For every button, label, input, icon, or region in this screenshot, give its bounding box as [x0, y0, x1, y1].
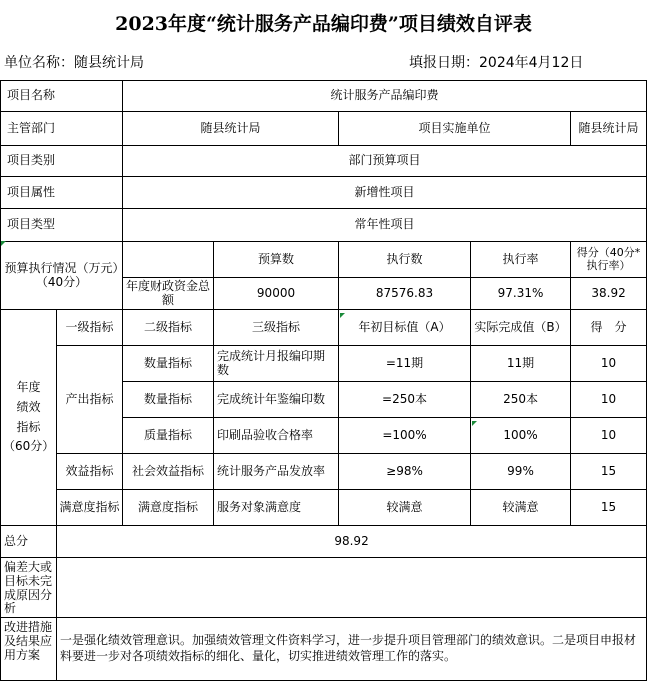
unit-name-label: 单位名称： — [4, 55, 74, 71]
score-col-header: 得分（40分*执行率） — [571, 242, 647, 278]
level3-cell: 完成统计月报编印期数 — [214, 346, 339, 382]
page-title: 2023年度“统计服务产品编印费”项目绩效自评表 — [115, 12, 532, 35]
section-line: 绩效 — [16, 399, 41, 414]
score-cell: 10 — [571, 382, 647, 418]
total-label: 总分 — [1, 526, 57, 558]
category-label: 项目类别 — [1, 146, 123, 177]
exec-col-header: 执行数 — [339, 242, 471, 278]
improvement-label: 改进措施及结果应用方案 — [1, 618, 57, 681]
level2-cell: 数量指标 — [123, 346, 214, 382]
improvement-value: 一是强化绩效管理意识。加强绩效管理文件资料学习，进一步提升项目管理部门的绩效意识。二是项目申报材料要进一步对各项绩效指标的细化、量化，切实推进绩效管理工作的落实。 — [57, 618, 647, 681]
exec-value: 87576.83 — [339, 278, 471, 310]
cell-note-marker — [340, 313, 345, 318]
level3-header: 三级指标 — [214, 310, 339, 346]
benefit-indicator-label: 效益指标 — [57, 454, 123, 490]
total-value: 98.92 — [57, 526, 647, 558]
project-name-value: 统计服务产品编印费 — [123, 81, 647, 112]
total-row — [1, 526, 647, 558]
actual-cell: 11期 — [471, 346, 571, 382]
satisfaction-indicator-label: 满意度指标 — [57, 490, 123, 526]
type-row — [1, 209, 647, 242]
target-cell: =250本 — [339, 382, 471, 418]
score-cell: 15 — [571, 454, 647, 490]
level3-cell: 统计服务产品发放率 — [214, 454, 339, 490]
indicator-section-label — [1, 310, 57, 526]
fill-date — [409, 52, 583, 72]
section-line: （60分） — [3, 439, 55, 454]
budget-col-header: 预算数 — [214, 242, 339, 278]
rate-value: 97.31% — [471, 278, 571, 310]
budget-blank-cell — [123, 242, 214, 278]
actual-header: 实际完成值（B） — [471, 310, 571, 346]
dept-label: 主管部门 — [1, 112, 123, 146]
budget-score-value: 38.92 — [571, 278, 647, 310]
type-value: 常年性项目 — [123, 209, 647, 242]
attribute-value: 新增性项目 — [123, 177, 647, 209]
level2-cell: 社会效益指标 — [123, 454, 214, 490]
attribute-row — [1, 177, 647, 209]
target-header: 年初目标值（A） — [339, 310, 471, 346]
table-row — [1, 490, 647, 526]
target-cell: ≥98% — [339, 454, 471, 490]
level2-header: 二级指标 — [123, 310, 214, 346]
evaluation-table — [0, 80, 647, 681]
section-line: 年度 — [16, 379, 41, 394]
level1-header: 一级指标 — [57, 310, 123, 346]
cell-note-marker — [1, 241, 6, 246]
target-cell: =100% — [339, 418, 471, 454]
dept-value: 随县统计局 — [123, 112, 339, 146]
actual-cell: 100% — [471, 418, 571, 454]
cell-note-marker — [472, 421, 477, 426]
impl-unit-label: 项目实施单位 — [339, 112, 571, 146]
score-cell: 10 — [571, 418, 647, 454]
level3-cell: 服务对象满意度 — [214, 490, 339, 526]
fill-date-value: 2024年4月12日 — [479, 55, 584, 71]
attribute-label: 项目属性 — [1, 177, 123, 209]
score-cell: 15 — [571, 490, 647, 526]
improvement-row — [1, 618, 647, 681]
actual-cell: 250本 — [471, 382, 571, 418]
category-row — [1, 146, 647, 177]
annual-fund-label: 年度财政资金总额 — [123, 278, 214, 310]
category-value: 部门预算项目 — [123, 146, 647, 177]
level3-cell: 完成统计年鉴编印数 — [214, 382, 339, 418]
target-cell: 较满意 — [339, 490, 471, 526]
budget-value: 90000 — [214, 278, 339, 310]
project-name-row — [1, 81, 647, 112]
impl-unit-value: 随县统计局 — [571, 112, 647, 146]
level3-cell: 印刷品验收合格率 — [214, 418, 339, 454]
fill-date-label: 填报日期： — [409, 55, 479, 71]
type-label: 项目类型 — [1, 209, 123, 242]
actual-cell: 较满意 — [471, 490, 571, 526]
deviation-value — [57, 558, 647, 618]
output-indicator-label: 产出指标 — [57, 346, 123, 454]
unit-name — [4, 52, 144, 72]
level2-cell: 数量指标 — [123, 382, 214, 418]
actual-cell: 99% — [471, 454, 571, 490]
budget-label: 预算执行情况（万元）（40分） — [1, 242, 123, 310]
deviation-label: 偏差大或目标未完成原因分析 — [1, 558, 57, 618]
dept-row — [1, 112, 647, 146]
deviation-row — [1, 558, 647, 618]
target-cell: =11期 — [339, 346, 471, 382]
score-header: 得 分 — [571, 310, 647, 346]
level2-cell: 质量指标 — [123, 418, 214, 454]
table-row — [1, 346, 647, 382]
section-line: 指标 — [16, 419, 41, 434]
unit-name-value: 随县统计局 — [74, 55, 144, 71]
indicator-header-row — [1, 310, 647, 346]
project-name-label: 项目名称 — [1, 81, 123, 112]
budget-header-row — [1, 242, 647, 278]
table-row — [1, 454, 647, 490]
score-cell: 10 — [571, 346, 647, 382]
rate-col-header: 执行率 — [471, 242, 571, 278]
level2-cell: 满意度指标 — [123, 490, 214, 526]
